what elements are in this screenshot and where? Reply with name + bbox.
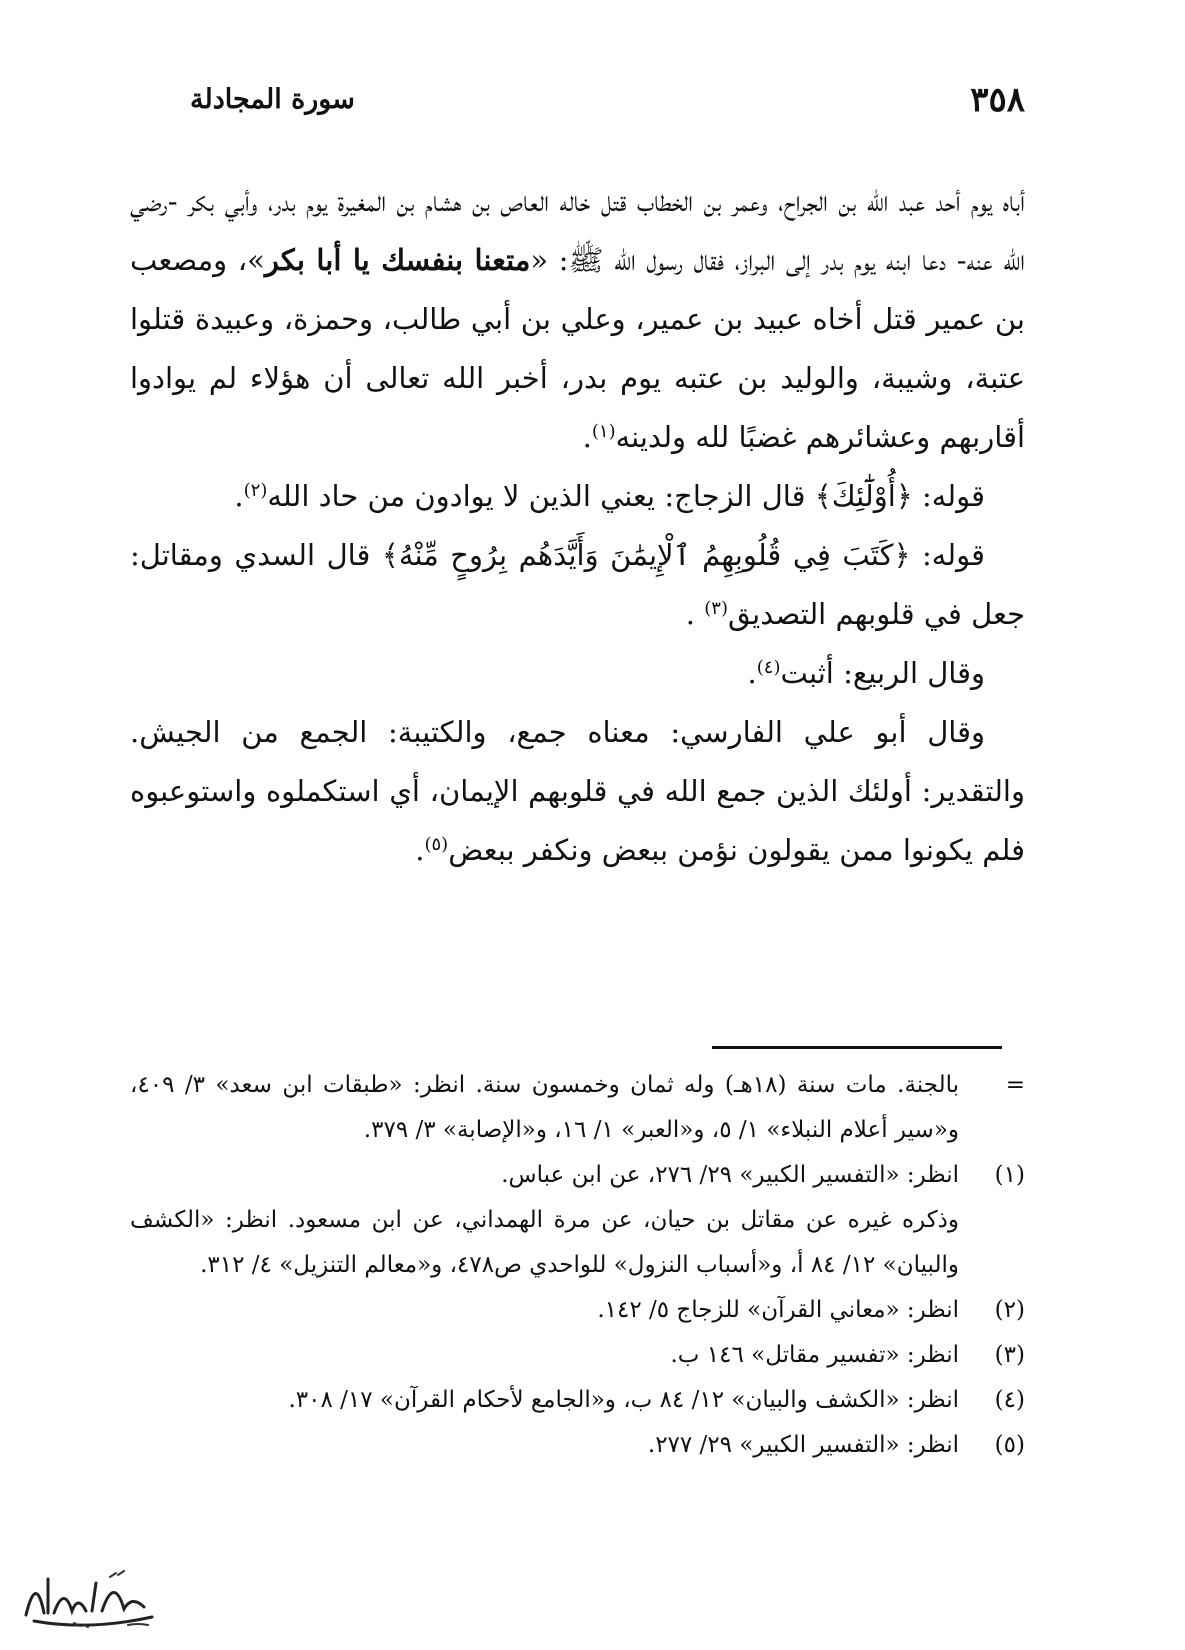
footnote-1 [130, 1153, 1025, 1198]
p5-end: . [415, 833, 425, 867]
page-header [190, 80, 1025, 130]
footnote-ref-5[interactable]: (٥) [424, 834, 449, 855]
p2-end: . [234, 479, 244, 513]
footnote-separator [712, 1046, 1002, 1049]
footnote-4 [130, 1378, 1025, 1423]
p2-text-b: ﴾ قال الزجاج: يعني الذين لا يوادون من حاد الله [267, 479, 832, 513]
footnote-continuation [130, 1063, 1025, 1153]
footnote-marker: (٢) [994, 1297, 1025, 1323]
paragraph-3 [130, 526, 1025, 644]
footnote-text: انظر: «تفسير مقاتل» ١٤٦ ب. [670, 1342, 959, 1368]
paragraph-1 [130, 172, 1025, 467]
p3-text-a: قوله: ﴿ [893, 538, 985, 572]
footnote-1-continuation: وذكره غيره عن مقاتل بن حيان، عن مرة الهمداني، عن ابن مسعود. انظر: «الكشف والبيان» ١٢/ ٨٤ أ، و«أسباب النزول» للواحدي ص٤٧٨، و«معالم التنزيل» ٤/ ٣١٢. [130, 1207, 959, 1278]
footnote-text: انظر: «التفسير الكبير» ٢٩/ ٢٧٧. [647, 1432, 959, 1458]
p3-text-b: ﴾ قال السدي ومقاتل: جعل في قلوبهم التصديق [130, 538, 1025, 631]
surah-title: سورة المجادلة [190, 84, 355, 115]
footnote-text: انظر: «الكشف والبيان» ١٢/ ٨٤ ب، و«الجامع لأحكام القرآن» ١٧/ ٣٠٨. [288, 1387, 959, 1413]
paragraph-2 [130, 467, 1025, 526]
p4-text-a: وقال الربيع: أثبت [780, 656, 985, 690]
p3-quran-verse: كَتَبَ فِي قُلُوبِهِمُ ٱلْإِيمَٰنَ وَأَيَّدَهُم بِرُوحٍ مِّنْهُ [398, 538, 894, 572]
footnote-ref-3[interactable]: (٣) [704, 598, 728, 619]
paragraph-4 [130, 644, 1025, 703]
footnote-marker: (٣) [994, 1342, 1025, 1368]
footnote-text: انظر: «التفسير الكبير» ٢٩/ ٢٧٦، عن ابن عباس. [501, 1162, 959, 1188]
footnote-marker: (١) [994, 1162, 1025, 1188]
footnote-ref-1[interactable]: (١) [591, 421, 616, 442]
footnote-ref-4[interactable]: (٤) [756, 657, 781, 678]
footnote-3 [130, 1333, 1025, 1378]
footnote-text: انظر: «معاني القرآن» للزجاج ٥/ ١٤٢. [597, 1297, 959, 1323]
footnotes [130, 1063, 1025, 1468]
footnote-5 [130, 1423, 1025, 1468]
p2-quran-word: أُوْلَٰٓئِكَ [831, 479, 896, 513]
p2-text-a: قوله: ﴿ [895, 479, 985, 513]
footnote-ref-2[interactable]: (٢) [243, 480, 268, 501]
p1-text-b: »، ومصعب بن عمير قتل أخاه عبيد بن عمير، وعلي بن أبي طالب، وحمزة، وعبيدة قتلوا عتبة، وشيبة، والوليد بن عتبه يوم بدر، أخبر الله تعالى أن هؤلاء لم يوادوا أقاربهم وعشائرهم غضبًا لله ولدينه [130, 243, 1025, 454]
p3-end: . [685, 597, 705, 631]
paragraph-5 [130, 703, 1025, 880]
page-number: ٣٥٨ [970, 80, 1025, 120]
p4-end: . [747, 656, 757, 690]
stamp-graphic [14, 1565, 164, 1637]
p5-text-a: وقال أبو علي الفارسي: معناه جمع، والكتيبة: الجمع من الجيش. والتقدير: أولئك الذين جمع الله في قلوبهم الإيمان، أي استكملوه واستوعبوه فلم يكونوا ممن يقولون نؤمن ببعض ونكفر ببعض [130, 715, 1025, 867]
footnote-text: بالجنة. مات سنة (١٨هـ) وله ثمان وخمسون سنة. انظر: «طبقات ابن سعد» ٣/ ٤٠٩، و«سير أعلام النبلاء» ١/ ٥، و«العبر» ١/ ١٦، و«الإصابة» ٣/ ٣٧٩. [130, 1072, 959, 1143]
p1-hadith-quote: متعنا بنفسك يا أبا بكر [264, 243, 531, 277]
footnote-marker: (٥) [994, 1432, 1025, 1458]
footnote-marker: (٤) [994, 1387, 1025, 1413]
p1-end: . [582, 420, 592, 454]
calligraphic-stamp-icon [14, 1565, 164, 1637]
main-text [130, 172, 1025, 880]
p1-text-a: أباه يوم أحد عبد الله بن الجراح، وعمر بن الخطاب قتل خاله العاص بن هشام بن المغيرة يوم بدر، وأبي بكر -رضي الله عنه- دعا ابنه يوم بدر إلى البراز، فقال رسول الله ﷺ: « [130, 184, 1025, 277]
footnote-2 [130, 1288, 1025, 1333]
footnote-marker: = [1005, 1072, 1025, 1098]
